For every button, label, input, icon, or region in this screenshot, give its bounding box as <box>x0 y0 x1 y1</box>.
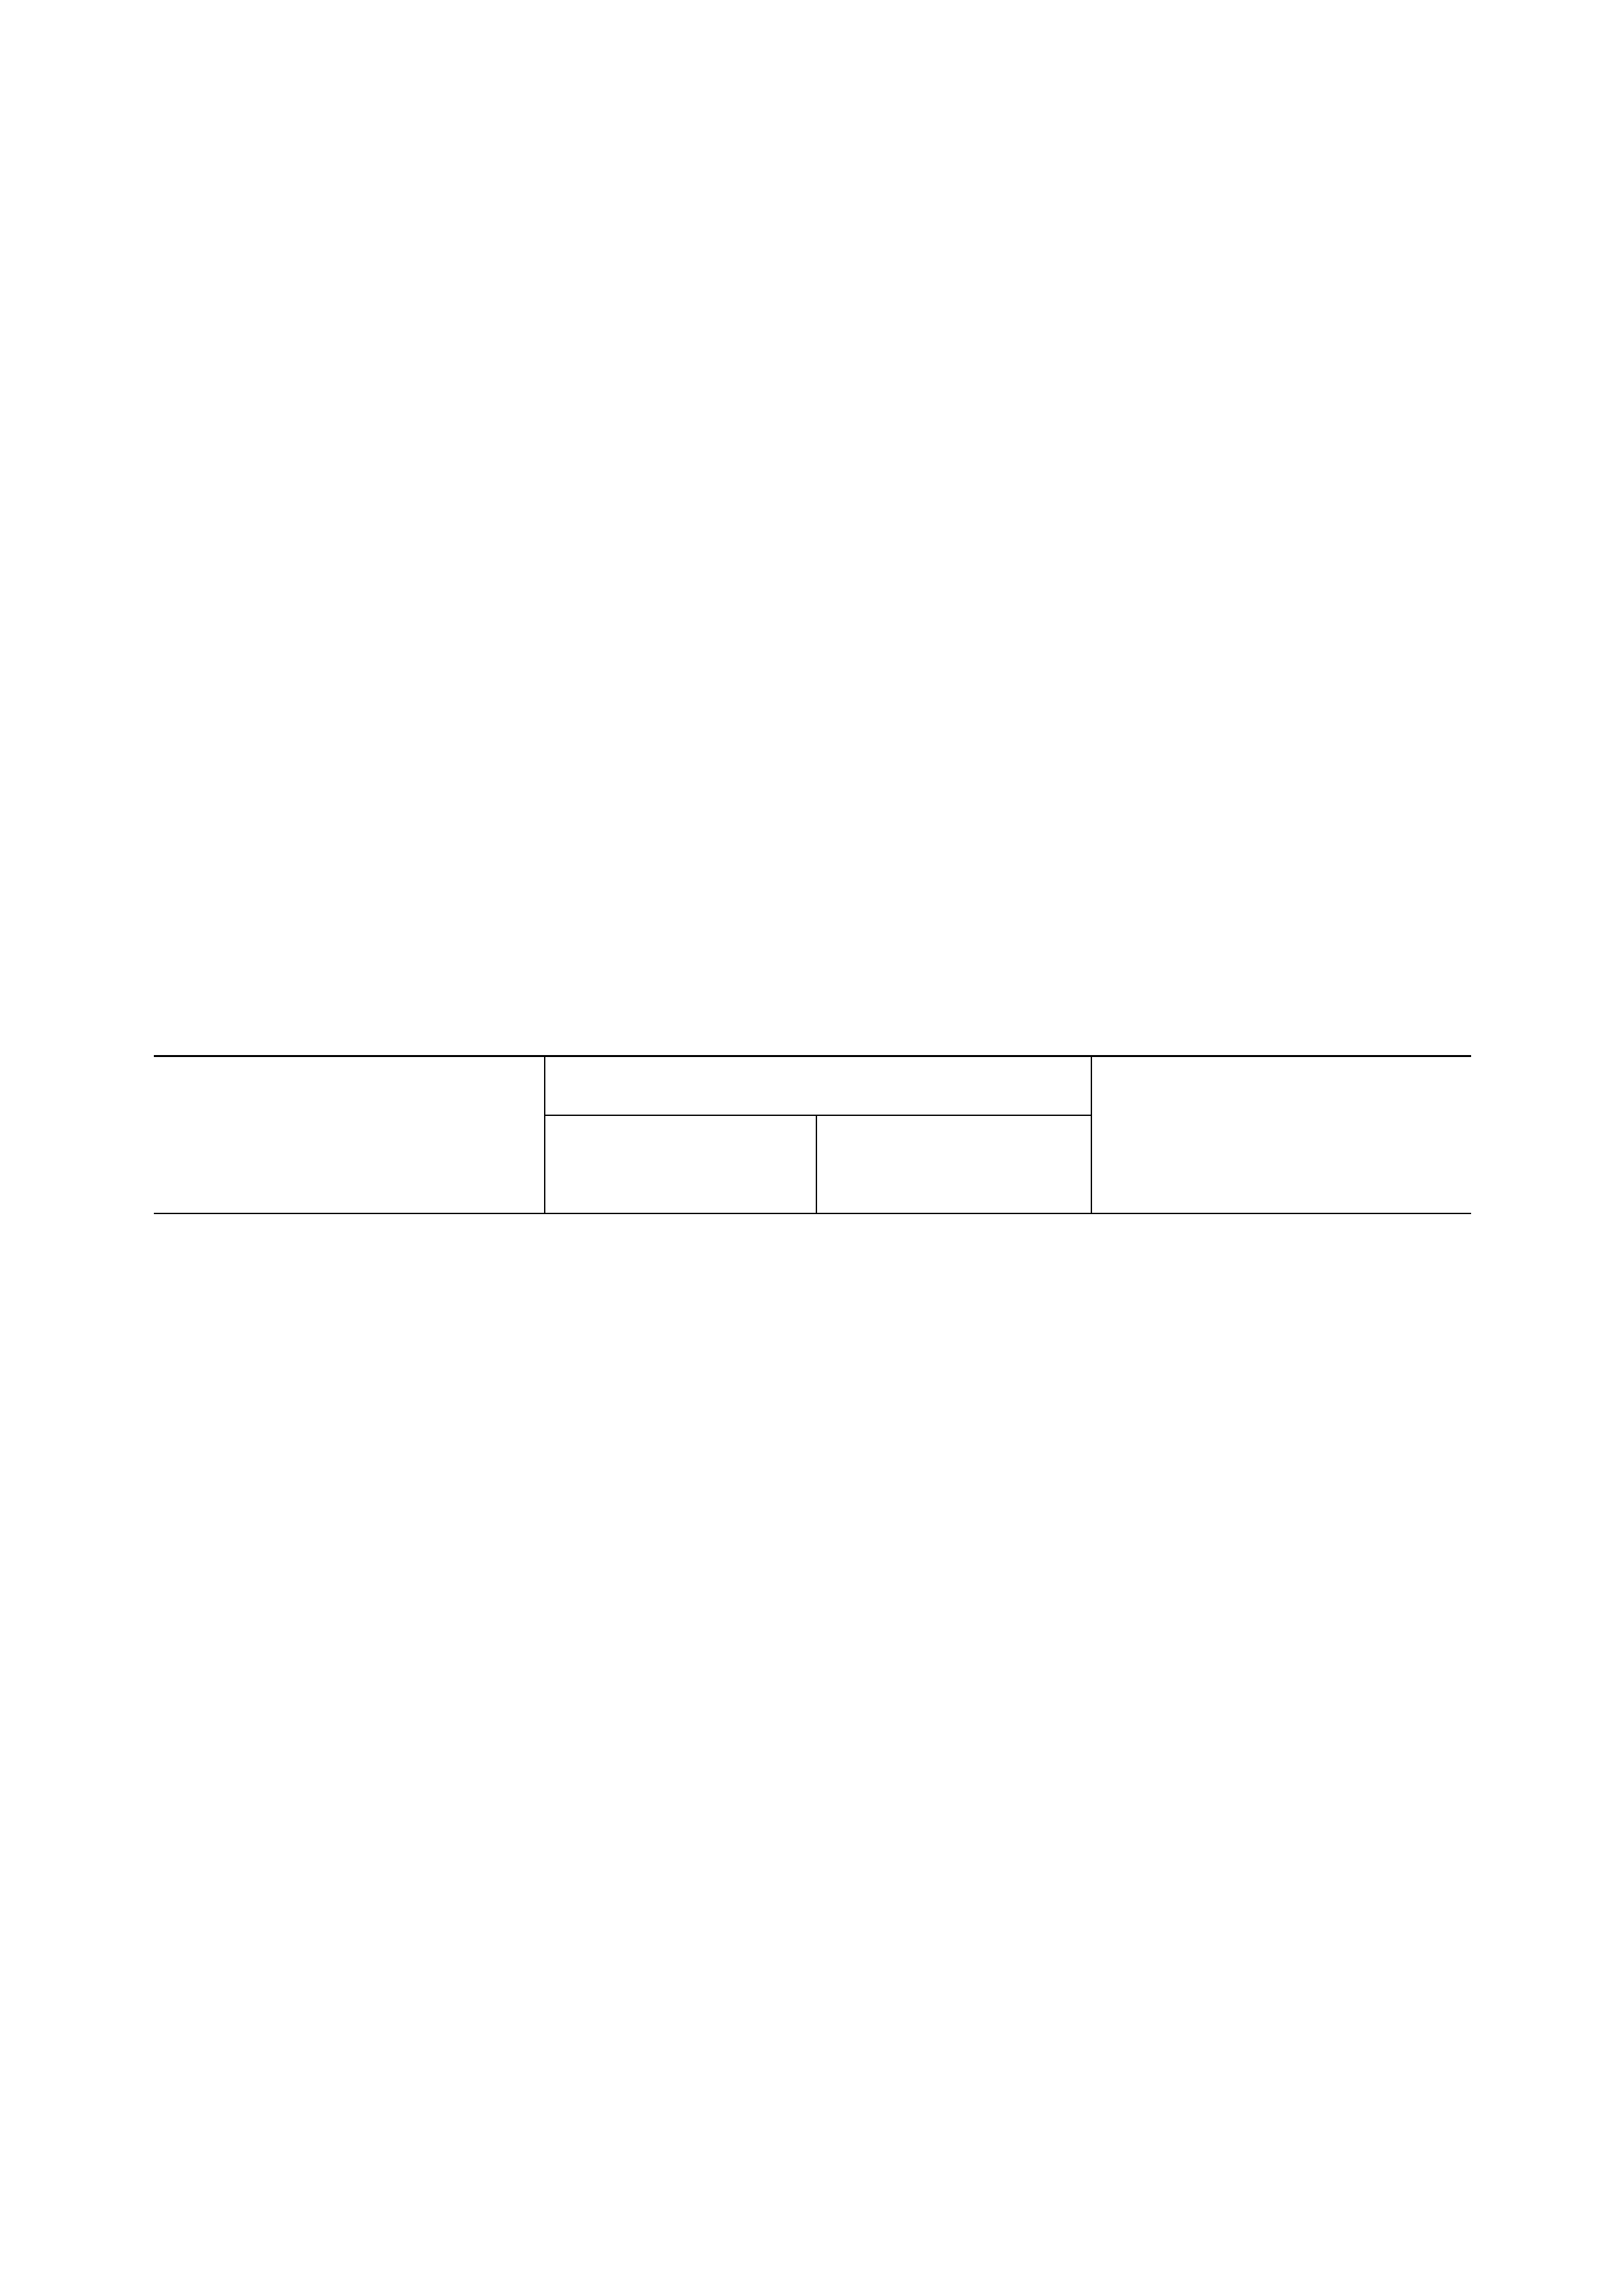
body-text-bottom <box>154 1670 1471 1679</box>
header-planks <box>1091 1056 1471 1214</box>
header-mass <box>154 1056 545 1214</box>
header-fiberboard <box>816 1115 1091 1213</box>
header-thickness <box>545 1056 1091 1116</box>
dimensions-table <box>154 1055 1471 1214</box>
header-plywood <box>545 1115 816 1213</box>
